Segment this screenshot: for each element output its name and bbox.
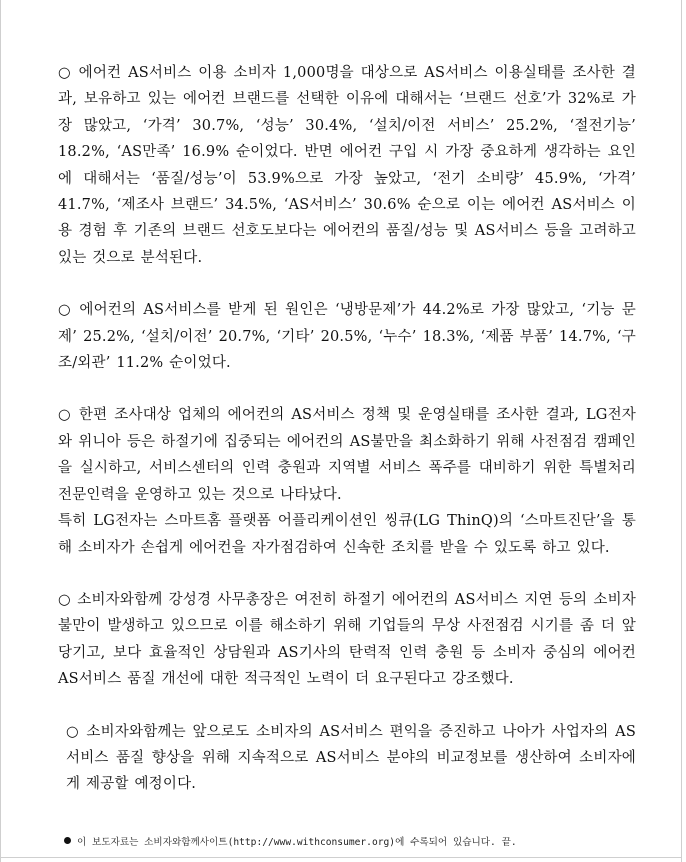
footer-text: 이 보도자료는 소비자와함께사이트(http://www.withconsumer.org)에 수록되어 있습니다. 끝. [77,837,517,848]
paragraph-company-policy [58,402,636,560]
footer-note [64,836,654,850]
page-border-left [0,0,1,862]
bullet-icon [64,837,71,844]
paragraph-brand-selection: ○ 에어컨 AS서비스 이용 소비자 1,000명을 대상으로 AS서비스 이용실태를 조사한 결과, 보유하고 있는 에어컨 브랜드를 선택한 이유에 대해서는 ‘브랜드 선호’가 32%로 가장 많았고, ‘가격’ 30.7%, ‘성능’ 30.4%, ‘설치/이전 서비스’ 25.2%, ‘절전기능’ 18.2%, ‘AS만족’ 16.9% 순이었다. 반면 에어컨 구입 시 가장 중요하게 생각하는 요인에 대해서는 ‘품질/성능’이 53.9%으로 가장 높았고, ‘전기 소비량’ 45.9%, ‘가격’ 41.7%, ‘제조사 브랜드’ 34.5%, ‘AS서비스’ 30.6% 순으로 이는 에어컨 AS서비스 이용 경험 후 기존의 브랜드 선호도보다는 에어컨의 품질/성능 및 AS서비스 등을 고려하고 있는 것으로 분석된다. [58,65,636,266]
document-body [58,60,636,798]
paragraph-company-policy-lg: 특히 LG전자는 스마트홈 플랫폼 어플리케이션인 씽큐(LG ThinQ)의 ‘스마트진단’을 통해 소비자가 손쉽게 에어컨을 자가점검하여 신속한 조치를 받을 수 있도록 하고 있다. [58,513,636,556]
paragraph-future-plans: ○ 소비자와함께는 앞으로도 소비자의 AS서비스 편익을 증진하고 나아가 사업자의 AS서비스 품질 향상을 위해 지속적으로 AS서비스 분야의 비교정보를 생산하여 소비자에게 제공할 예정이다. [66,723,636,793]
paragraph-as-causes: ○ 에어컨의 AS서비스를 받게 된 원인은 ‘냉방문제’가 44.2%로 가장 많았고, ‘기능 문제’ 25.2%, ‘설치/이전’ 20.7%, ‘기타’ 20.5%, ‘누수’ 18.3%, ‘제품 부품’ 14.7%, ‘구조/외관’ 11.2% 순이었다. [58,302,636,372]
page-border-right [681,0,682,862]
paragraph-secretary-general-remarks: ○ 소비자와함께 강성경 사무총장은 여전히 하절기 에어컨의 AS서비스 지연 등의 소비자 불만이 발생하고 있으므로 이를 해소하기 위해 기업들의 무상 사전점검 시기를 좀 더 앞당기고, 보다 효율적인 상담원과 AS기사의 탄력적 인력 충원 등 소비자 중심의 에어컨 AS서비스 품질 개선에 대한 적극적인 노력이 더 요구된다고 강조했다. [58,591,636,688]
page-border-bottom [0,857,682,858]
paragraph-company-policy-main: ○ 한편 조사대상 업체의 에어컨의 AS서비스 정책 및 운영실태를 조사한 결과, LG전자와 위니아 등은 하절기에 집중되는 에어컨의 AS불만을 최소화하기 위해 사전점검 캠페인을 실시하고, 서비스센터의 인력 충원과 지역별 서비스 폭주를 대비하기 위한 특별처리 전문인력을 운영하고 있는 것으로 나타났다. [58,407,636,503]
